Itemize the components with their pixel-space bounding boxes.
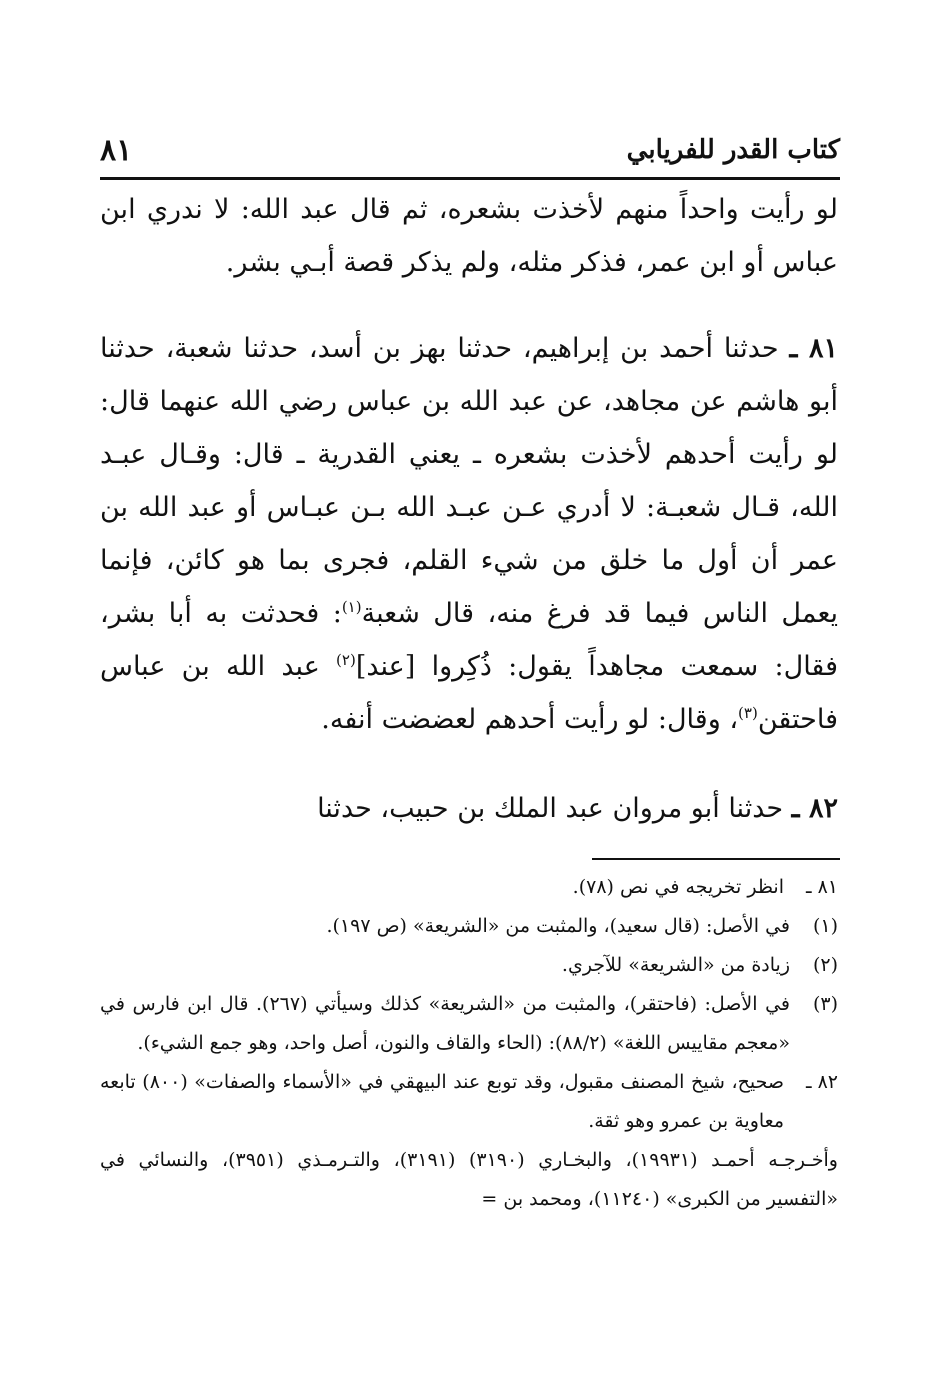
- page-number: ٨١: [100, 133, 133, 168]
- hadith-81-text-a: حدثنا أحمد بن إبراهيم، حدثنا بهز بن أسد، حدثنا شعبة، حدثنا أبو هاشم عن مجاهد، عن عبد الله بن عباس رضي الله عنهما قال: لو رأيت أحدهم لأخذت بشعره ـ يعني القدرية ـ قال: وقـال عبـد الله، قـال شعبـة: لا أدري عـن عبـد الله بـن عبـاس أو عبد الله بن عمر أن أول ما خلق من شيء القلم، فجرى بما هو كائن، فإنما يعمل الناس فيما قد فرغ منه، قال شعبة: [100, 333, 839, 629]
- hadith-81-number: ٨١ ـ: [789, 333, 839, 364]
- footnote-81: [100, 868, 838, 907]
- footnote-label: ٨١ ـ: [805, 876, 838, 898]
- footnote-text: زيادة من «الشريعة» للآجري.: [561, 954, 790, 976]
- hadith-81-text-c: عبد الله بن عباس فاحتقن: [100, 651, 838, 735]
- footnote-divider: [592, 858, 840, 860]
- hadith-82-number: ٨٢ ـ: [791, 793, 838, 824]
- hadith-82-text: حدثنا أبو مروان عبد الملك بن حبيب، حدثنا: [317, 793, 784, 824]
- footnote-label: (٣): [812, 993, 838, 1015]
- footnote-label: (٢): [812, 954, 838, 976]
- footnote-82: [100, 1063, 838, 1141]
- footnote-text: في الأصل: (فاحتقر)، والمثبت من «الشريعة» كذلك وسيأتي (٢٦٧). قال ابن فارس في «معجم مقاييس اللغة» (٨٨/٢): (الحاء والقاف والنون، أصل واحد، وهو جمع الشيء).: [100, 993, 790, 1054]
- footnote-label: (١): [812, 915, 838, 937]
- footnote-text: صحيح، شيخ المصنف مقبول، وقد توبع عند البيهقي في «الأسماء والصفات» (٨٠٠) تابعه معاوية بن عمرو وهو ثقة.: [100, 1071, 785, 1132]
- hadith-81-text-d: ، وقال: لو رأيت أحدهم لعضضت أنفه.: [321, 704, 739, 735]
- page-header: [100, 125, 840, 175]
- footnote-ref-3[interactable]: (٣): [738, 704, 758, 722]
- footnote-1: [100, 907, 838, 946]
- footnote-text: انظر تخريجه في نص (٧٨).: [572, 876, 784, 898]
- footnote-3: [100, 985, 838, 1063]
- footnote-label: ٨٢ ـ: [805, 1071, 838, 1093]
- hadith-81: [100, 322, 838, 746]
- hadith-82: [100, 782, 838, 835]
- continuation-paragraph: [100, 183, 838, 289]
- hadith-81-text-b: : فحدثت به أبا بشر، فقال: سمعت مجاهداً يقول: ذُكِروا [عند]: [100, 598, 838, 682]
- footnote-82-continuation: وأخـرجـه أحمـد (١٩٩٣١)، والبخـاري (٣١٩٠) (٣١٩١)، والتـرمـذي (٣٩٥١)، والنسائي في «التفسير من الكبرى» (١١٢٤٠)، ومحمد بن =: [100, 1149, 838, 1210]
- header-divider: [100, 177, 840, 180]
- footnote-ref-1[interactable]: (١): [341, 598, 362, 616]
- footnote-text: في الأصل: (قال سعيد)، والمثبت من «الشريعة» (ص ١٩٧).: [326, 915, 790, 937]
- continuation-text: لو رأيت واحداً منهم لأخذت بشعره، ثم قال عبد الله: لا ندري ابن عباس أو ابن عمر، فذكر مثله، ولم يذكر قصة أبـي بشر.: [100, 194, 838, 278]
- footnotes-section: [100, 868, 838, 1219]
- hadith-82-paragraph: [100, 782, 838, 835]
- running-title: كتاب القدر للفريابي: [626, 135, 840, 165]
- footnote-2: [100, 946, 838, 985]
- hadith-81-paragraph: [100, 322, 838, 746]
- footnote-ref-2[interactable]: (٢): [336, 651, 356, 669]
